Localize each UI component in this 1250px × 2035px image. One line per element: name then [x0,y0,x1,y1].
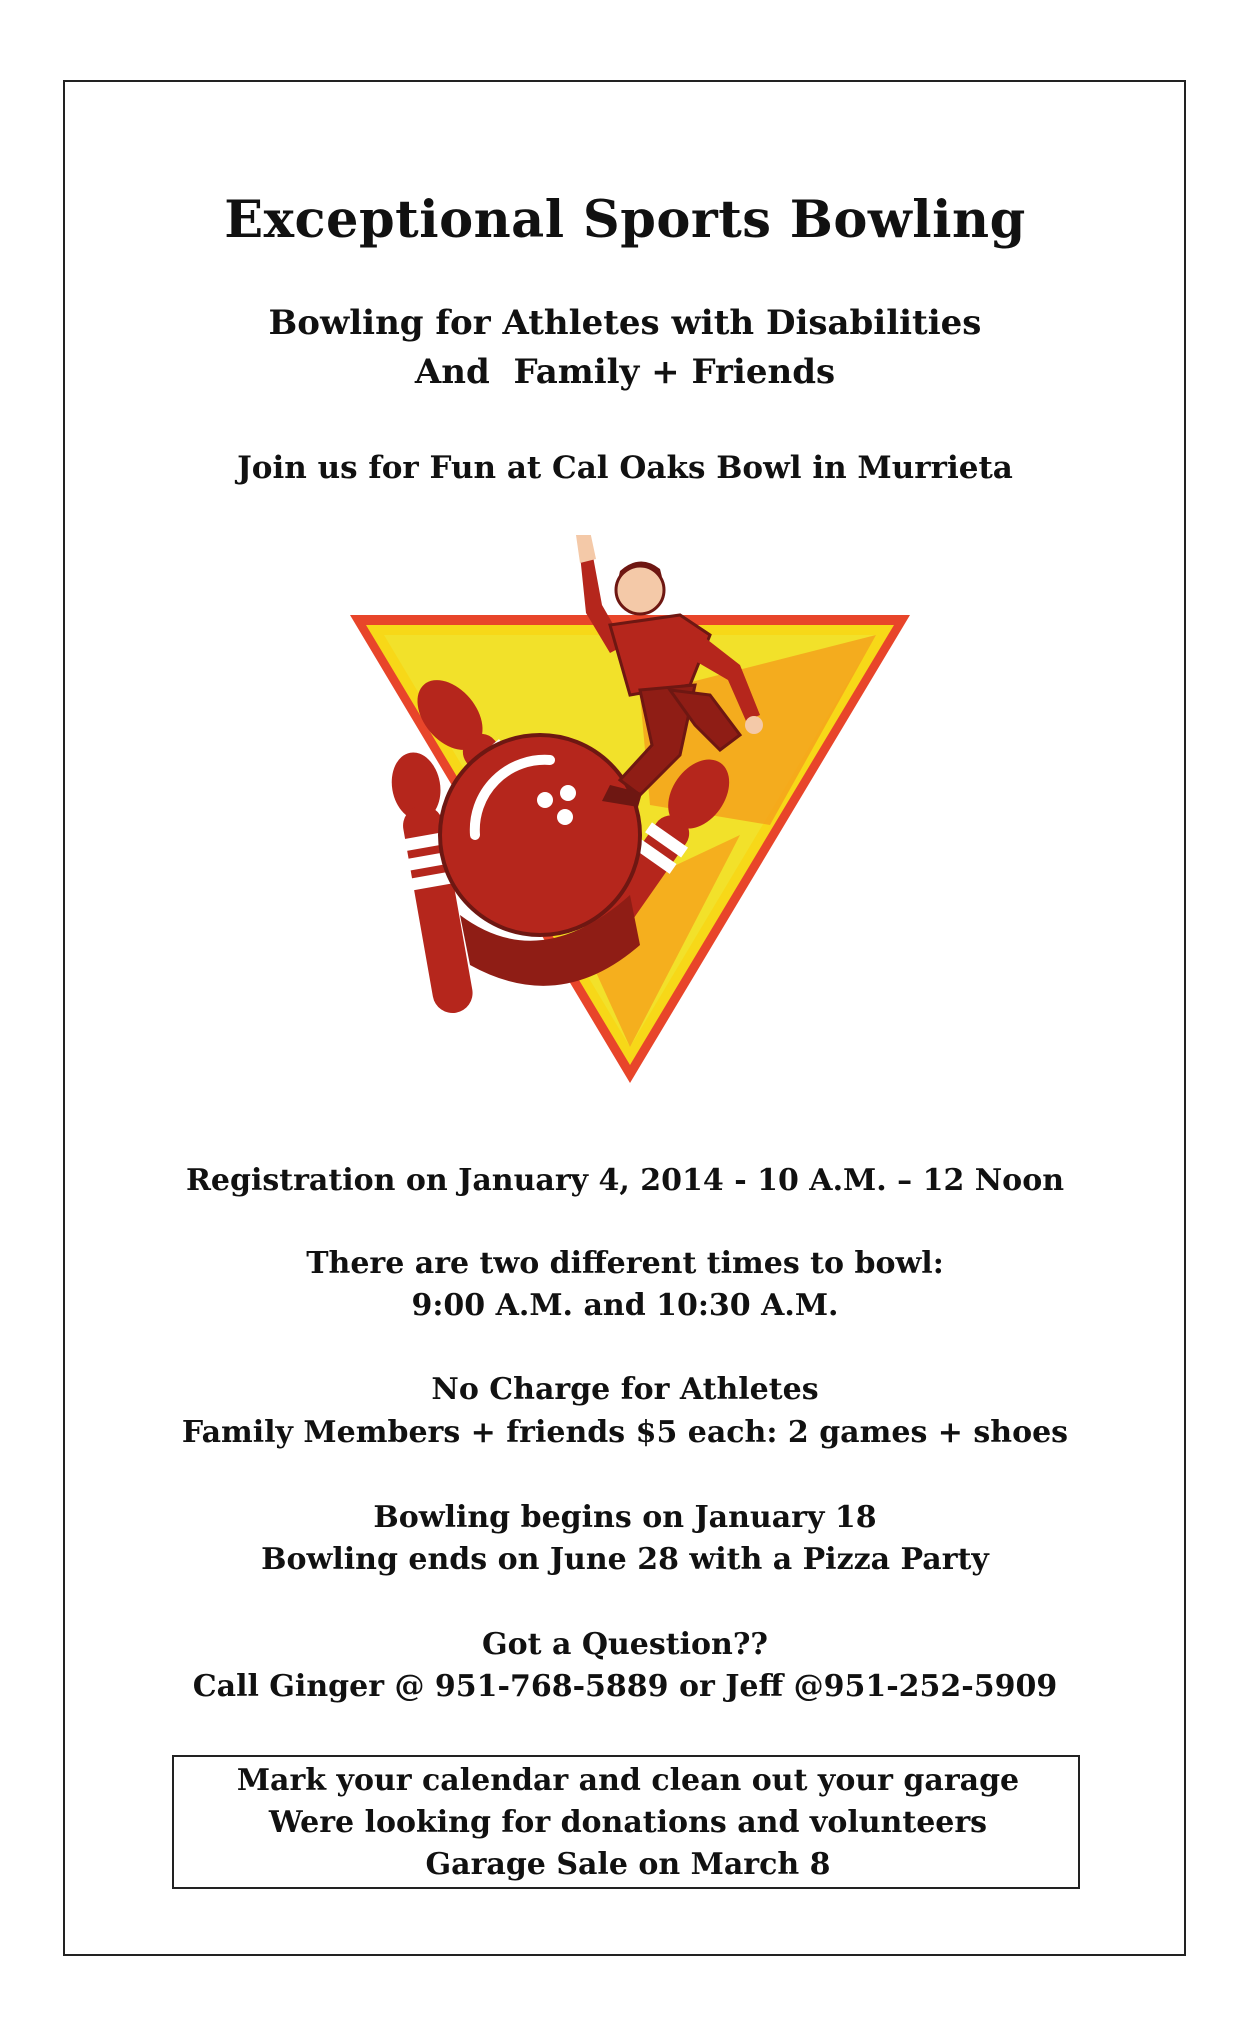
finger-hole-2 [560,785,576,801]
notice-line-1: Mark your calendar and clean out your garage [236,1763,1020,1798]
join-line: Join us for Fun at Cal Oaks Bowl in Murrieta [237,450,1013,486]
bowler-bowling-ball-pins-icon [340,535,920,1095]
times-line-1: There are two different times to bowl: [306,1246,944,1281]
charge-line-1: No Charge for Athletes [431,1372,819,1407]
charge-line-2: Family Members + friends $5 each: 2 games + shoes [181,1415,1069,1450]
notice-line-2: Were looking for donations and volunteers [268,1805,988,1840]
registration-line: Registration on January 4, 2014 - 10 A.M. – 12 Noon [185,1163,1065,1198]
thumb-hole [557,809,573,825]
finger-hole-1 [537,792,553,808]
contact-line: Call Ginger @ 951-768-5889 or Jeff @951-252-5909 [192,1669,1058,1704]
question-line: Got a Question?? [482,1627,768,1662]
begins-line: Bowling begins on January 18 [373,1500,877,1535]
garage-sale-notice [172,1755,1080,1889]
times-line-2: 9:00 A.M. and 10:30 A.M. [411,1288,839,1323]
notice-line-3: Garage Sale on March 8 [425,1847,831,1882]
flyer-title: Exceptional Sports Bowling [224,190,1026,250]
subtitle-line-1: Bowling for Athletes with Disabilities [268,303,982,343]
ends-line: Bowling ends on June 28 with a Pizza Party [261,1542,989,1577]
subtitle-line-2: And Family + Friends [414,352,836,392]
